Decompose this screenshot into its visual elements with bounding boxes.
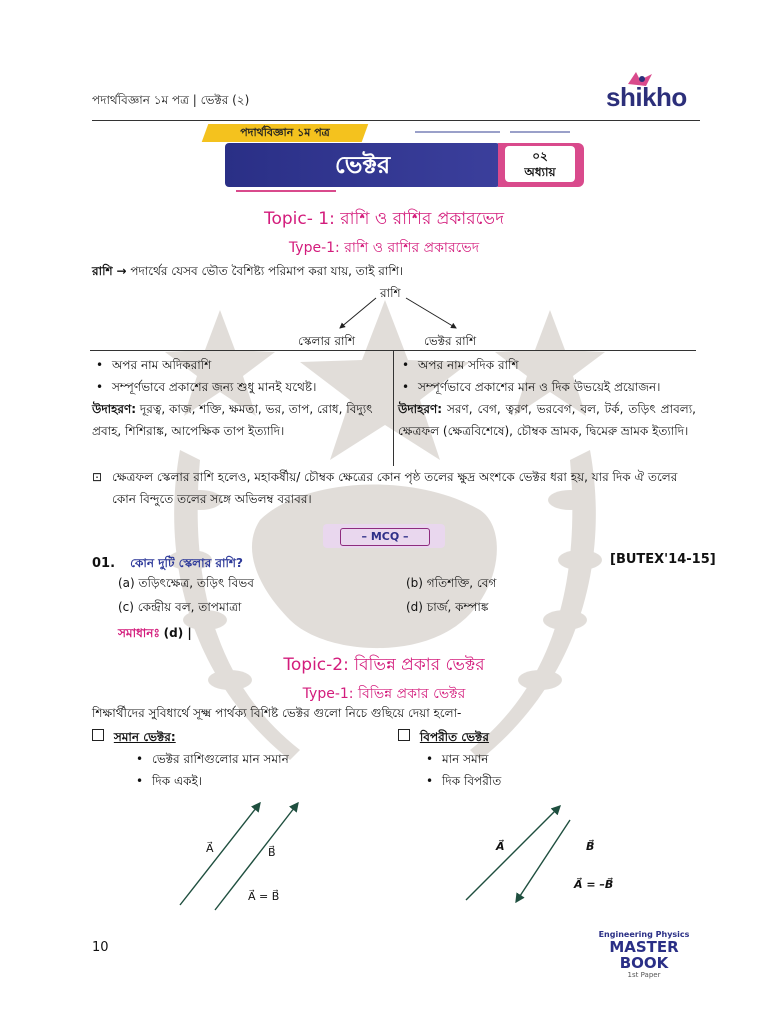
scalar-example-label: উদাহরণ: — [92, 402, 137, 416]
fig1-equation: A⃗ = B⃗ — [248, 890, 280, 903]
opposite-vector-heading — [398, 726, 489, 748]
arrow-icon: → — [116, 264, 127, 278]
vector-bullet: • সম্পূর্ণভাবে প্রকাশের মান ও দিক উভয়েই প্রয়োজন। — [418, 376, 696, 398]
option-a: (a) তড়িৎক্ষেত্র, তড়িৎ বিভব — [118, 576, 254, 590]
book-subject: Engineering Physics — [598, 930, 690, 939]
question-text: কোন দুটি স্কেলার রাশি? — [130, 556, 243, 570]
definition-text: পদার্থের যেসব ভৌত বৈশিষ্ট্য পরিমাপ করা যায়, তাই রাশি। — [130, 264, 404, 278]
equal-bullet: • ভেক্টর রাশিগুলোর মান সমান — [152, 748, 289, 770]
solution-text: (d) | — [163, 626, 192, 640]
solution-label: সমাধানঃ — [118, 626, 160, 640]
fig2-equation: A⃗ = –B⃗ — [574, 878, 614, 891]
fig2-label-a: A⃗ — [496, 840, 505, 853]
topic2-type: Type-1: বিভিন্ন প্রকার ভেক্টর — [302, 686, 466, 702]
topic1-type: Type-1: রাশি ও রাশির প্রকারভেদ — [288, 240, 480, 256]
topic2-intro: শিক্ষার্থীদের সুবিধার্থে সূক্ষ্ম পার্থক্য বিশিষ্ট ভেক্টর গুলো নিচে গুছিয়ে দেয়া হলো- — [92, 706, 462, 720]
master-book-logo — [584, 930, 704, 979]
tree-arrows — [330, 294, 470, 334]
option-d: (d) চার্জ, কম্পাঙ্ক — [406, 600, 489, 614]
banner-underline — [236, 190, 336, 192]
running-header: পদার্থবিজ্ঞান ১ম পত্র | ভেক্টর (২) — [92, 93, 250, 107]
chapter-number: ০২ — [532, 149, 548, 163]
chapter-number-box — [505, 146, 575, 182]
equal-bullets — [152, 748, 289, 792]
question-reference: [BUTEX'14-15] — [610, 552, 716, 567]
topic1-title: Topic- 1: রাশি ও রাশির প্রকারভেদ — [263, 209, 505, 229]
chapter-label: অধ্যায় — [524, 165, 556, 179]
opposite-bullet: • দিক বিপরীত — [442, 770, 501, 792]
paper-tag: পদার্থবিজ্ঞান ১ম পত্র — [240, 126, 330, 139]
checkbox-icon — [398, 729, 410, 741]
option-c: (c) কেন্দ্রীয় বল, তাপমাত্রা — [118, 600, 242, 614]
vector-example — [398, 398, 696, 442]
fig1-label-a: A⃗ — [206, 842, 214, 855]
scalar-column — [92, 354, 390, 442]
logo-word: shikho — [606, 82, 687, 112]
chapter-title: ভেক্টর — [334, 151, 391, 179]
note-icon: ⊡ — [92, 470, 103, 484]
equal-vector-heading — [92, 726, 176, 748]
shikho-logo — [606, 70, 706, 118]
header-rule — [92, 120, 700, 121]
vector-column — [398, 354, 696, 442]
equal-vector-title: সমান ভেক্টর: — [113, 730, 176, 744]
fig2-label-b: B⃗ — [586, 840, 595, 853]
vector-example-text: সরণ, বেগ, ত্বরণ, ভরবেগ, বল, টর্ক, তড়িৎ প্রাবল্য, ক্ষেত্রফল (ক্ষেত্রবিশেষে), চৌম্বক ভ্রামক, দ্বিমেরু ভ্রামক ইত্যাদি। — [398, 402, 696, 438]
opposite-bullet: • মান সমান — [442, 748, 501, 770]
book-paper: 1st Paper — [627, 971, 661, 979]
book-title: MASTER BOOK — [609, 938, 679, 972]
mcq-label: – MCQ – — [340, 528, 430, 546]
opposite-vector-title: বিপরীত ভেক্টর — [419, 730, 489, 744]
scalar-bullet: • অপর নাম অদিকরাশি — [112, 354, 390, 376]
equal-vectors-figure — [170, 795, 310, 920]
definition-term: রাশি — [92, 264, 113, 278]
page-number: 10 — [92, 940, 109, 955]
table-divider — [393, 350, 394, 466]
opposite-bullets — [442, 748, 501, 792]
tree-root: রাশি — [380, 286, 401, 300]
tree-left-scalar: স্কেলার রাশি — [298, 334, 355, 348]
ribbon-line — [415, 131, 500, 133]
question-number: 01. — [92, 556, 116, 571]
scalar-example — [92, 398, 390, 442]
scalar-example-text: দূরত্ব, কাজ, শক্তি, ক্ষমতা, ভর, তাপ, রোধ, বিদ্যুৎ প্রবাহ, শিশিরাঙ্ক, আপেক্ষিক তাপ ইত্যাদি। — [92, 402, 373, 438]
topic2-title: Topic-2: বিভিন্ন প্রকার ভেক্টর — [283, 655, 485, 675]
ribbon-line-right — [510, 131, 570, 133]
scalar-bullet: • সম্পূর্ণভাবে প্রকাশের জন্য শুধু মানই যথেষ্ট। — [112, 376, 390, 398]
vector-example-label: উদাহরণ: — [398, 402, 443, 416]
equal-bullet: • দিক একই। — [152, 770, 289, 792]
vector-bullet: • অপর নাম সদিক রাশি — [418, 354, 696, 376]
solution-line — [118, 622, 192, 644]
checkbox-icon — [92, 729, 104, 741]
option-b: (b) গতিশক্তি, বেগ — [406, 576, 497, 590]
fig1-label-b: B⃗ — [268, 846, 276, 859]
definition-line — [92, 260, 403, 282]
note-text: ক্ষেত্রফল স্কেলার রাশি হলেও, মহাকর্ষীয়/ চৌম্বক ক্ষেত্রের কোন পৃষ্ঠ তলের ক্ষুদ্র অংশকে ভেক্টর ধরা হয়, যার দিক ঐ তলের কোন বিন্দুতে তলের সঙ্গে অভিলম্ব বরাবর। — [112, 470, 678, 506]
tree-right-vector: ভেক্টর রাশি — [424, 334, 477, 348]
opposite-vectors-figure — [460, 800, 580, 910]
